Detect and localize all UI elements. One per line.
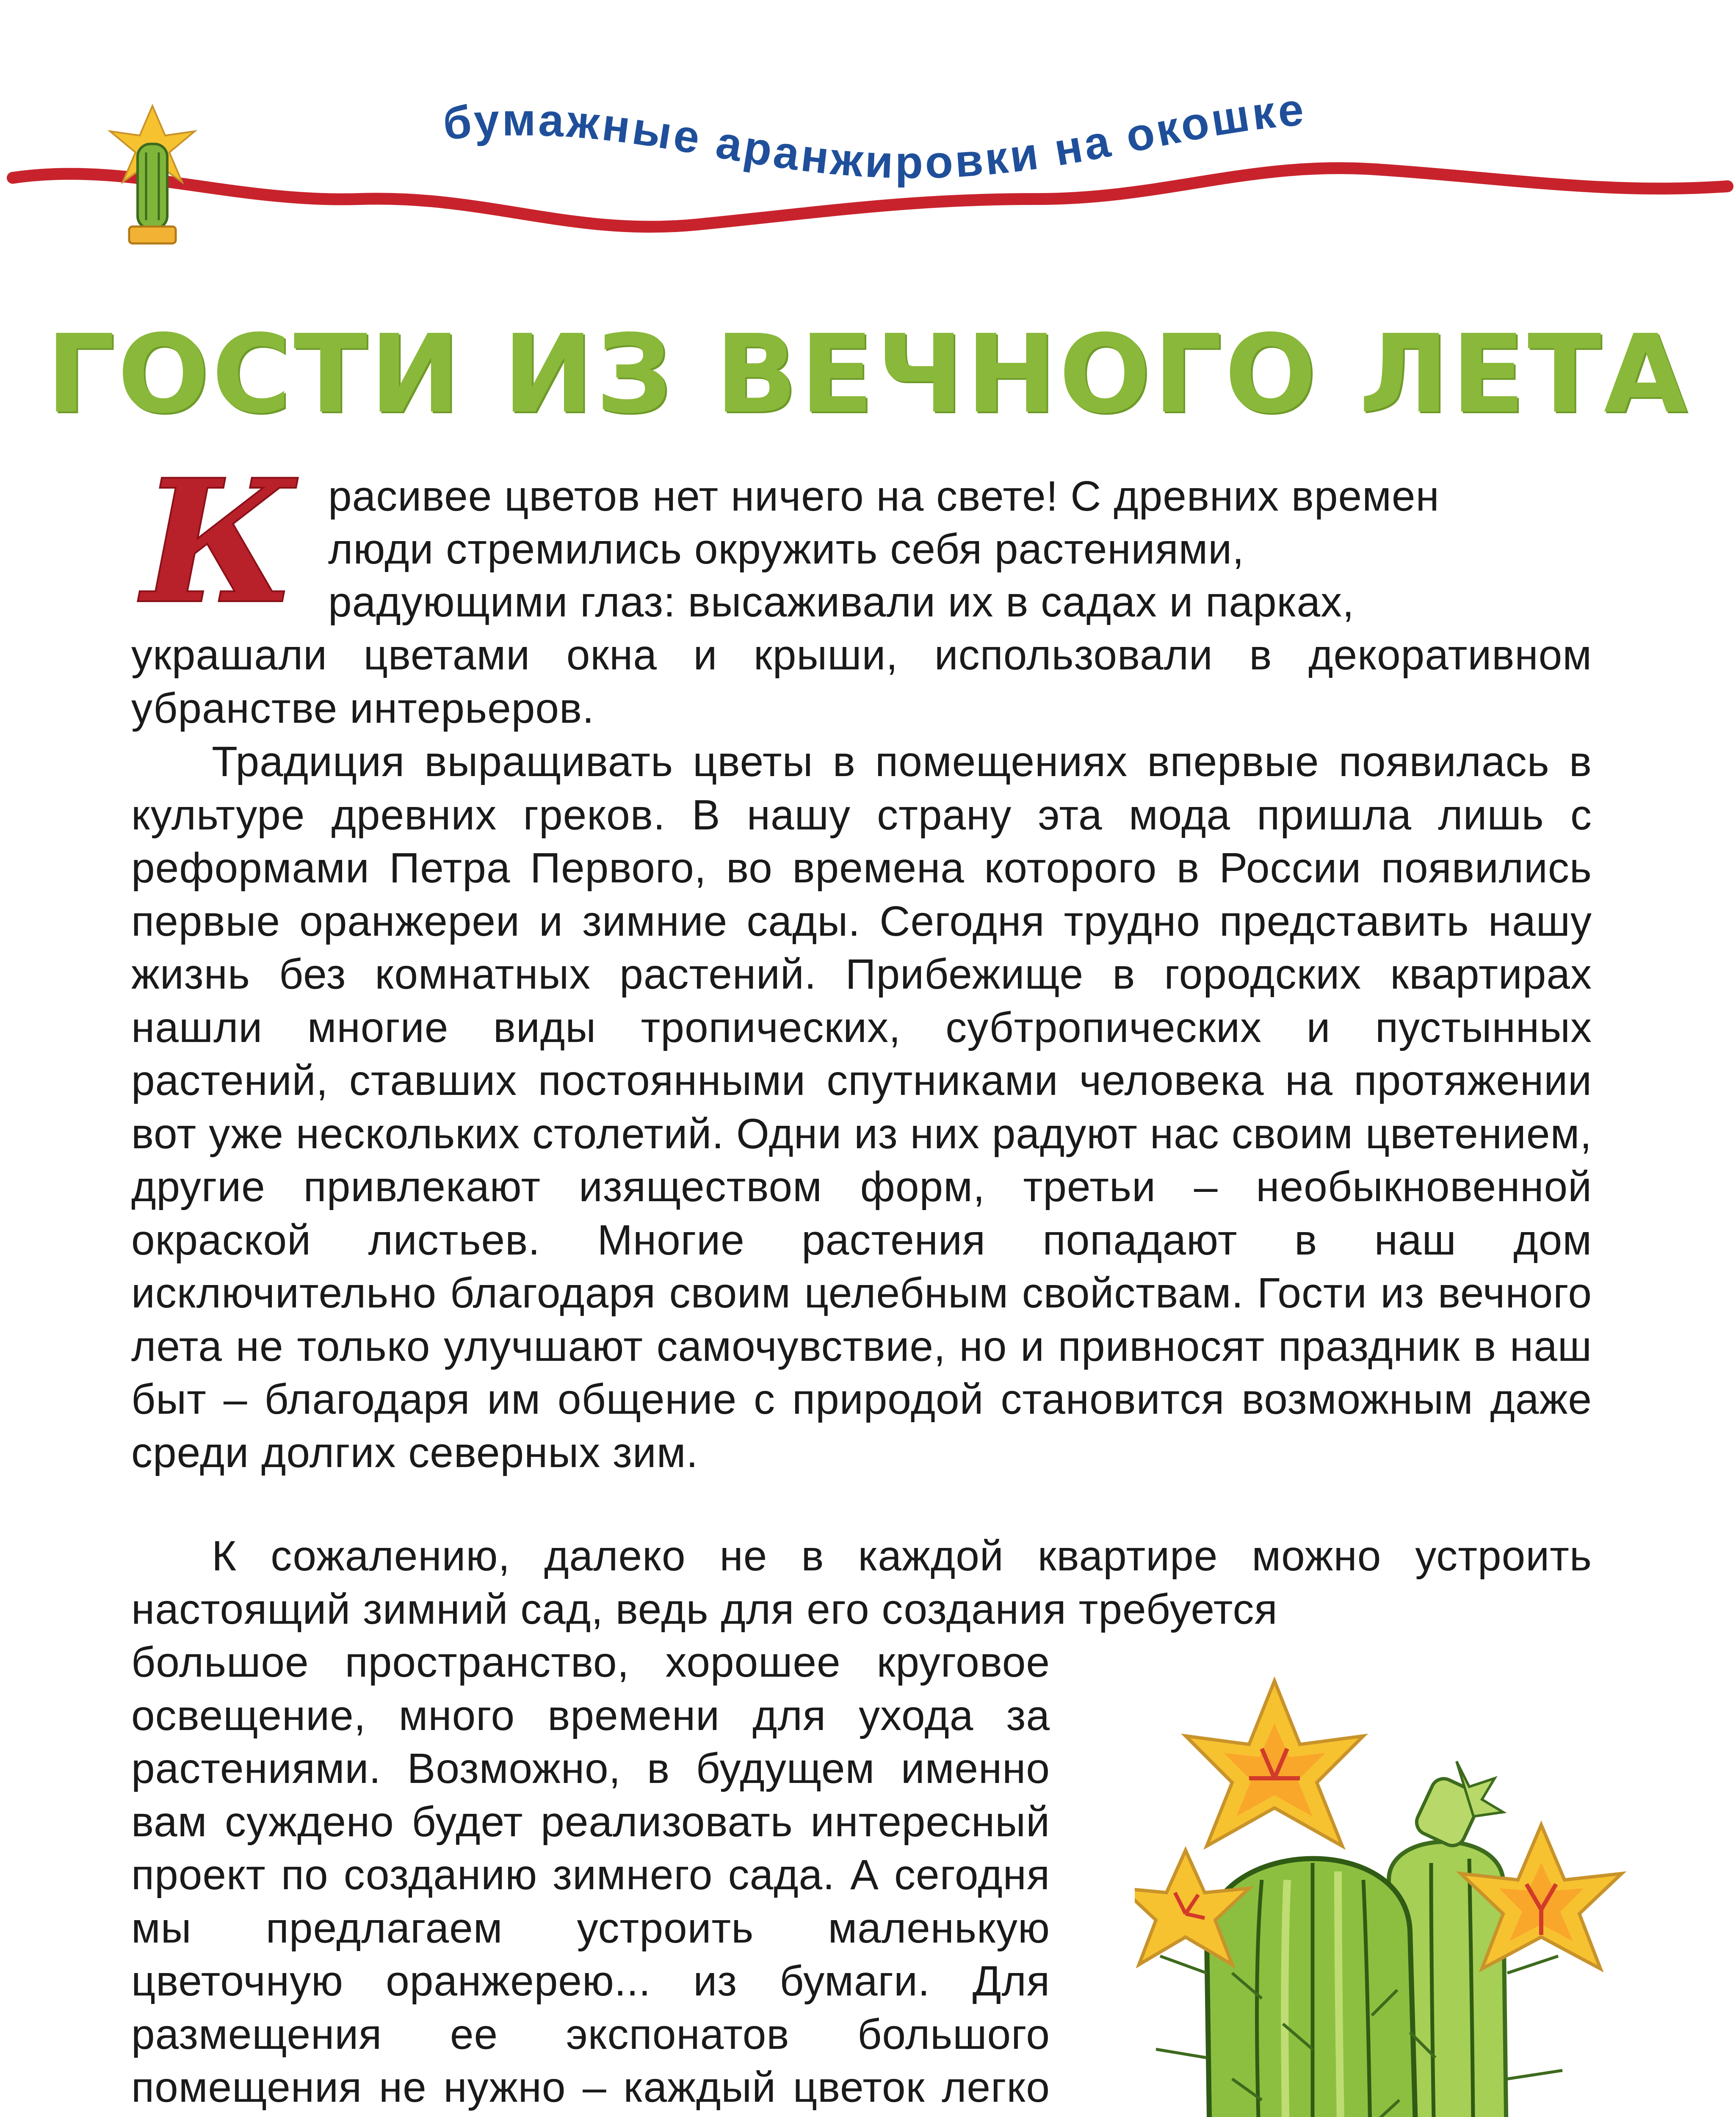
paragraph-3-top: К сожалению, далеко не в каждой квартире можно устроить настоящий зимний сад, ведь для его создания требуется (131, 1532, 1592, 1633)
paragraph-1-line-1: расивее цветов нет ничего на свете! С древних времен (328, 473, 1440, 520)
paper-cactus-illustration (1135, 1677, 1634, 2117)
page-title: ГОСТИ ИЗ ВЕЧНОГО ЛЕТА (46, 312, 1690, 437)
cactus-bud-icon (1413, 1761, 1503, 1850)
paragraph-1-rest: украшали цветами окна и крыши, использовали в декоративном убранстве интерьеров. (131, 631, 1592, 732)
paragraph-1-line-2: люди стремились окружить себя растениями, (328, 525, 1244, 573)
running-header (0, 0, 1736, 288)
dropcap (133, 462, 332, 639)
paragraph-1-line-3: радующими глаз: высаживали их в садах и парках, (328, 578, 1355, 626)
dropcap-letter: К (142, 462, 296, 639)
paragraph-3-bottom: большое пространство, хорошее круговое освещение, много времени для ухода за растениями. Возможно, в будущем именно вам суждено будет реализовать интересный проект по созданию зимнего сада. А сегодня мы предлагаем устроить маленькую цветочную оранжерею... из бумаги. Для размещения ее экспонатов большого помещения не нужно – каждый цветок легко (131, 1639, 1050, 2111)
paragraph-2: Традиция выращивать цветы в помещениях впервые появилась в культуре древних греков. В нашу страну эта мода пришла лишь с реформами Петра Первого, во времена которого в России появились первые оранжереи и зимние сады. Сегодня трудно представить нашу жизнь без комнатных растений. Прибежище в городских квартирах нашли многие виды тропических, субтропических и пустынных растений, ставших постоянными спутниками человека на протяжении вот уже нескольких столетий. Одни из них радуют нас своим цветением, другие привлекают изяществом форм, третьи – необыкновенной окраской листьев. Многие растения попадают в наш дом исключительно благодаря своим целебным свойствам. Гости из вечного лета не только улучшают самочувствие, но и привносят праздник в наш быт – благодаря им общение с природой становится возможным даже среди долгих северных зим. (131, 738, 1592, 1476)
running-title: бумажные аранжировки на окошке (441, 83, 1308, 188)
flower-icon (1186, 1681, 1363, 1846)
